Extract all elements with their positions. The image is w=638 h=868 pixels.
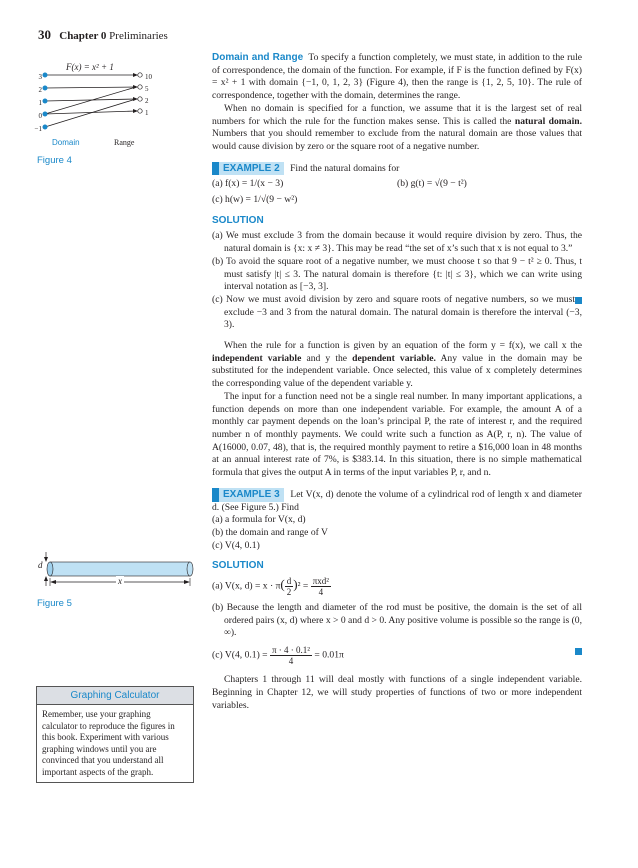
- end-of-example-icon: [575, 648, 582, 655]
- example-2-part-c: (c) h(w) = 1/√(9 − w²): [212, 194, 298, 206]
- range-values: 10 5 2 1: [145, 73, 152, 117]
- example-3-part-c: (c) V(4, 0.1): [212, 539, 260, 551]
- length-label: x: [118, 576, 122, 586]
- figure-4-diagram: [30, 58, 190, 168]
- example-3-solution-heading: SOLUTION: [212, 560, 264, 572]
- chapter-label: Chapter 0: [59, 30, 107, 42]
- main-column: [212, 52, 582, 712]
- example-2-solution-a: (a) We must exclude 3 from the domain because it would require division by zero. Thus, the natural domain is {x: x ≠ 3}. This may be read “the set of x’s such that x is not equal to 3.”: [212, 230, 582, 255]
- page-header: [38, 27, 168, 43]
- example-2-solution-b: (b) To avoid the square root of a negative number, we must choose t so that 9 − t² ≥ 0. Thus, t must satisfy |t| ≤ 3. The natural domain is therefore {t: |t| ≤ 3}, which we can write using interval notation as [−3, 3].: [212, 255, 582, 293]
- figure-5: [30, 552, 200, 592]
- figure-5-caption: Figure 5: [37, 598, 72, 609]
- figure-4: [30, 58, 190, 168]
- example-2-solution-c: (c) Now we must avoid division by zero and square roots of negative numbers, so we must exclude −3 and 3 from the natural domain. The natural domain is therefore the interval (−3, 3).: [212, 293, 582, 331]
- chapter-title: Preliminaries: [109, 30, 168, 42]
- example-2-part-b: (b) g(t) = √(9 − t²): [397, 178, 467, 190]
- example-3-solution-c: (c) V(4, 0.1) = $\frac{\text{π · 4 · 0.1²}}{4}$ = 0.01π: [212, 645, 582, 666]
- natural-domain-paragraph: When no domain is specified for a function, we assume that it is the largest set of real numbers for which the rule for the function makes sense. This is called the natural domain. Numbers that you should remember to exclude from the natural domain are those values that would cause division by zero or the square root of a negative number.: [212, 102, 582, 152]
- example-2-parts-ab: [212, 178, 582, 191]
- domain-range-heading: Domain and Range: [212, 52, 304, 63]
- example-2-part-a: (a) f(x) = 1/(x − 3): [212, 178, 284, 190]
- example-2-header: EXAMPLE 2 Find the natural domains for: [212, 162, 582, 176]
- example-3-label: EXAMPLE 3: [212, 488, 284, 502]
- domain-values: 3 2 1 0 −1: [34, 73, 42, 133]
- independent-variable-paragraph: When the rule for a function is given by an equation of the form y = f(x), we call x the independent variable and y the dependent variable. Any value in the domain may be substituted for the independent variable. Once selected, this value of x completely determines the corresponding value of the dependent variable y.: [212, 340, 582, 390]
- example-3-part-b: (b) the domain and range of V: [212, 526, 328, 538]
- graphing-calculator-box: [36, 686, 194, 783]
- example-3-part-a: (a) a formula for V(x, d): [212, 514, 306, 526]
- example-3-solution-b: (b) Because the length and diameter of the rod must be positive, the domain is the set of all ordered pairs (x, d) where x > 0 and d > 0. Any positive volume is possible so the range is (0, ∞).: [212, 602, 582, 639]
- multiple-inputs-paragraph: The input for a function need not be a single real number. In many important applications, a function depends on more than one independent variable. For example, the amount A of a monthly car payment depends on the loan’s principal P, the rate of interest r, and the required number n of monthly payments. We could write such a function as A(P, r, n). The value of A(16000, 0.07, 48), that is, the required monthly payment to retire a $16,000 loan in 48 months at an annual interest rate of 7%, is $383.14. In this situation, there is no simple mathematical formula that gives the output A in terms of the input variables P, r, and n.: [212, 390, 582, 479]
- graphing-calculator-body: Remember, use your graphing calculator to reproduce the figures in this book. Experiment with various graphing windows until you are convinced that you understand all important aspects of the graph.: [42, 709, 175, 777]
- closing-paragraph: Chapters 1 through 11 will deal mostly with functions of a single independent variable. Beginning in Chapter 12, we will study properties of functions of two or more independent variables.: [212, 674, 582, 711]
- figure-4-title: F(x) = x² + 1: [66, 62, 114, 72]
- range-label: Range: [114, 138, 135, 147]
- end-of-example-icon: [575, 297, 582, 304]
- example-3-header: EXAMPLE 3 Let V(x, d) denote the volume of a cylindrical rod of length x and diameter d. (See Figure 5.) Find: [212, 488, 582, 513]
- example-2-solution-heading: SOLUTION: [212, 214, 264, 226]
- example-2-label: EXAMPLE 2: [212, 162, 284, 176]
- rod-diagram: [30, 552, 200, 592]
- domain-range-paragraph: Domain and Range To specify a function completely, we must state, in addition to the rule of correspondence, the domain of the function. For example, if F is the function defined by F(x) = x² + 1 with domain {−1, 0, 1, 2, 3} (Figure 4), then the range is {1, 2, 5, 10}. The rule of correspondence, together with the domain, determines the range.: [212, 52, 582, 102]
- figure-4-caption: Figure 4: [37, 155, 72, 166]
- example-3-solution-a: (a) V(x, d) = x · π( $\frac{d}{2}$ )² = $\frac{\text{πxd²}}{4}$: [212, 576, 329, 598]
- graphing-calculator-title: Graphing Calculator: [37, 687, 193, 705]
- page-number: 30: [38, 27, 51, 42]
- diameter-label: d: [38, 560, 43, 570]
- domain-label: Domain: [52, 138, 80, 147]
